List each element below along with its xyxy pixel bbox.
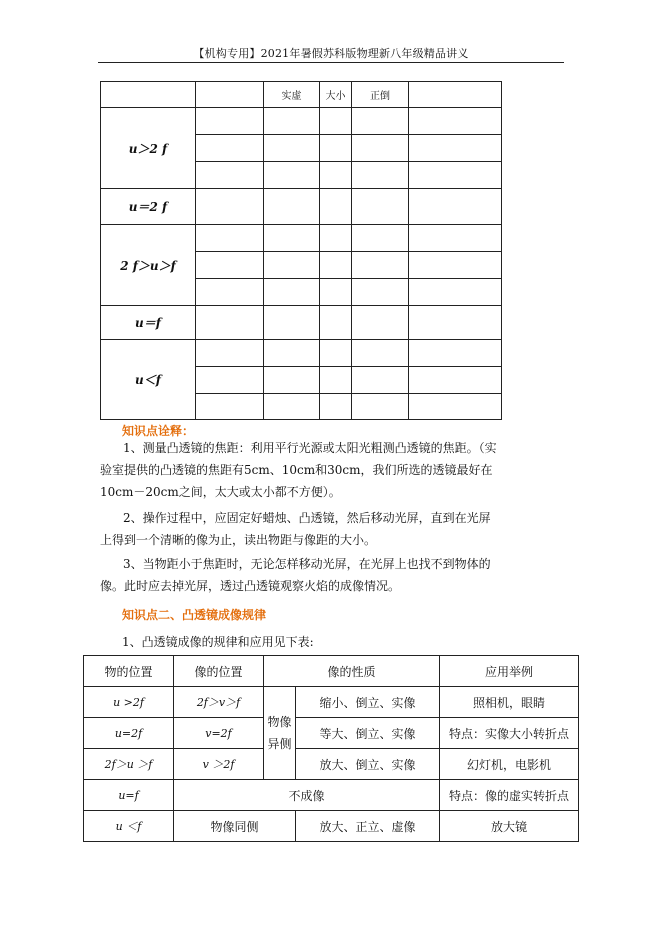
header-cell: 物的位置: [84, 656, 174, 687]
note-paragraph-1: 1、测量凸透镜的焦距：利用平行光源或太阳光粗测凸透镜的焦距。（实验室提供的凸透镜的焦距有5cm、10cm和30cm，我们所选的透镜最好在10cm－20cm之间，太大或太小都不方便）。: [100, 441, 497, 499]
image-position-cell: 2f＞v＞f: [174, 687, 264, 718]
image-position-cell: v=2f: [174, 718, 264, 749]
header-cell: 实虚: [264, 82, 320, 108]
object-position-cell: u ＜f: [84, 811, 174, 842]
header-cell: 像的位置: [174, 656, 264, 687]
image-nature-cell: 缩小、倒立、实像: [296, 687, 440, 718]
header-cell: 正倒: [352, 82, 409, 108]
section-intro: 1、凸透镜成像的规律和应用见下表:: [122, 635, 314, 649]
table-row: [101, 340, 502, 367]
header-cell: 像的性质: [264, 656, 440, 687]
note-paragraph-3: 3、当物距小于焦距时，无论怎样移动光屏，在光屏上也找不到物体的像。此时应去掉光屏，透过凸透镜观察火焰的成像情况。: [100, 557, 491, 593]
condition-cell: u＞2 f: [101, 108, 196, 189]
condition-cell: u＝2 f: [101, 189, 196, 225]
table-row: [84, 718, 579, 749]
header-cell: 大小: [320, 82, 352, 108]
header-cell: [196, 82, 264, 108]
example-cell: 特点：像的虚实转折点: [440, 780, 579, 811]
image-position-cell: v ＞2f: [174, 749, 264, 780]
table-row: [84, 780, 579, 811]
table-row: [101, 108, 502, 135]
image-nature-cell: 等大、倒立、实像: [296, 718, 440, 749]
header-cell: 应用举例: [440, 656, 579, 687]
image-nature-cell: 放大、正立、虚像: [296, 811, 440, 842]
header-cell: [101, 82, 196, 108]
section-heading: 知识点二、凸透镜成像规律: [122, 608, 267, 622]
example-cell: 特点：实像大小转折点: [440, 718, 579, 749]
page-header: 【机构专用】2021年暑假苏科版物理新八年级精品讲义: [193, 47, 469, 60]
example-cell: 放大镜: [440, 811, 579, 842]
image-position-cell: 物像同侧: [174, 811, 296, 842]
object-position-cell: 2f＞u ＞f: [84, 749, 174, 780]
table-row: [84, 749, 579, 780]
example-cell: 照相机，眼睛: [440, 687, 579, 718]
table-row: [101, 189, 502, 225]
condition-cell: 2 f＞u＞f: [101, 225, 196, 306]
header-cell: [409, 82, 502, 108]
condition-cell: u＜f: [101, 340, 196, 420]
imaging-rules-table: [83, 655, 579, 842]
table-row: [101, 225, 502, 252]
table-row: [84, 811, 579, 842]
note-paragraph-2: 2、操作过程中，应固定好蜡烛、凸透镜，然后移动光屏，直到在光屏上得到一个清晰的像为止，读出物距与像距的大小。: [100, 511, 491, 547]
table-row: [84, 687, 579, 718]
experiment-table: [100, 81, 502, 420]
image-position-cell: 不成像: [174, 780, 440, 811]
image-nature-cell: 放大、倒立、实像: [296, 749, 440, 780]
notes-heading: 知识点诠释：: [122, 424, 195, 438]
object-position-cell: u=f: [84, 780, 174, 811]
table-row: [101, 82, 502, 108]
table-row: [84, 656, 579, 687]
object-position-cell: u=2f: [84, 718, 174, 749]
table-row: [101, 306, 502, 340]
header-rule: [98, 62, 564, 63]
example-cell: 幻灯机，电影机: [440, 749, 579, 780]
object-position-cell: u >2f: [84, 687, 174, 718]
opposite-side-cell: 物像异侧: [264, 687, 296, 780]
condition-cell: u＝f: [101, 306, 196, 340]
